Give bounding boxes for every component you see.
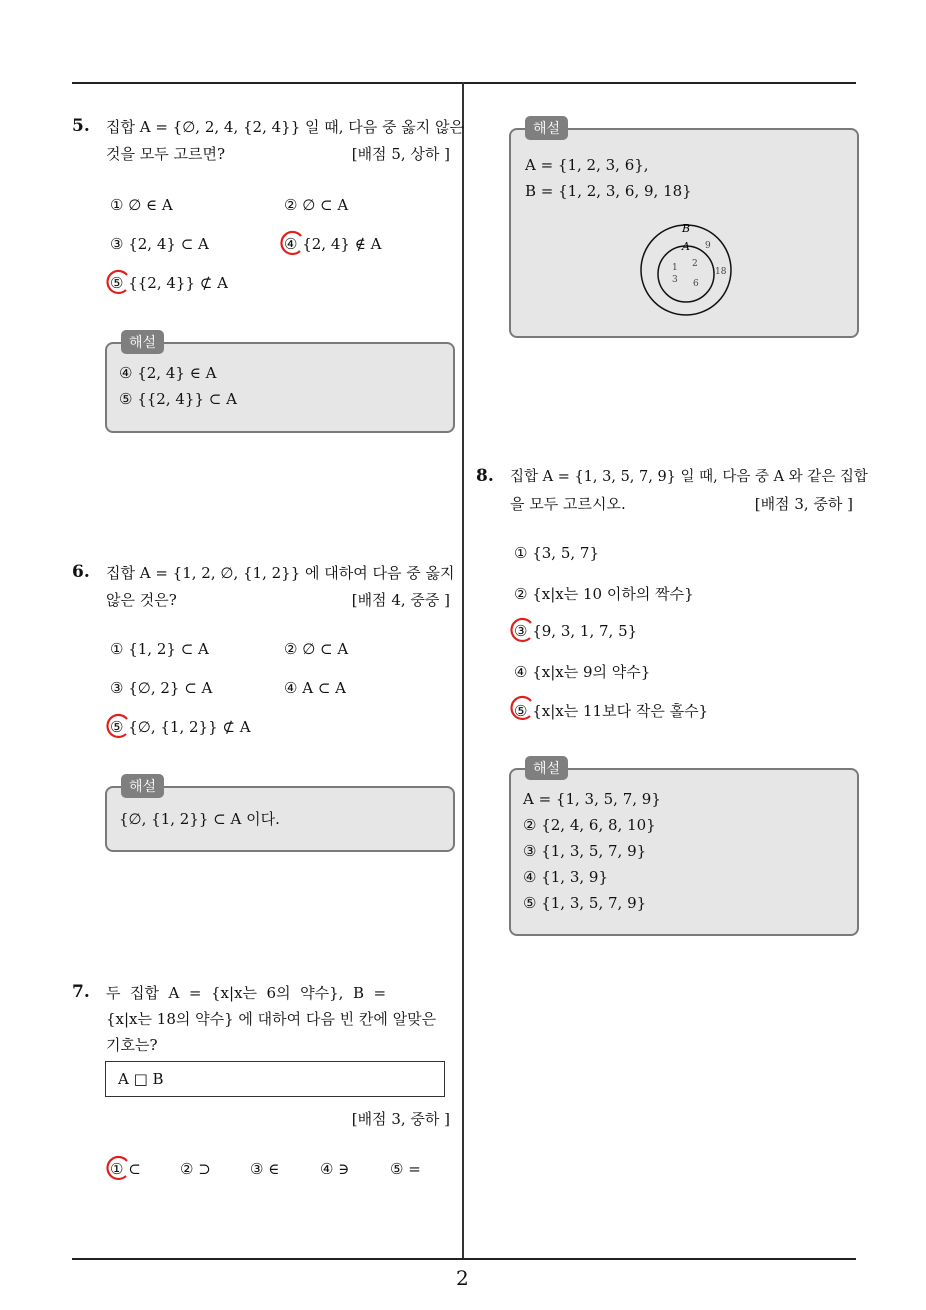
q5-option-1[interactable]: ① ∅ ∈ A (110, 196, 173, 214)
bottom-rule (72, 1258, 856, 1260)
q6-option-4[interactable]: ④ A ⊂ A (284, 679, 346, 697)
q8-option-4[interactable]: ④ {x|x는 9의 약수} (514, 663, 651, 681)
q7-option-3[interactable]: ③ ∈ (250, 1160, 280, 1178)
q8-option-2[interactable]: ② {x|x는 10 이하의 짝수} (514, 585, 694, 603)
q6-option-2[interactable]: ② ∅ ⊂ A (284, 640, 349, 658)
q8-solution-line4: ④ {1, 3, 9} (523, 868, 609, 886)
q7-blank-expression: A □ B (118, 1070, 164, 1088)
venn-outer-item: 9 (705, 241, 711, 251)
question-8-line2: 을 모두 고르시오. (510, 495, 626, 513)
q5-option-4[interactable]: ④ {2, 4} ∉ A (284, 235, 382, 253)
question-5-line1: 집합 A = {∅, 2, 4, {2, 4}} 일 때, 다음 중 옳지 않은 (106, 118, 465, 136)
venn-outer-item: 18 (715, 267, 727, 277)
venn-inner-item: 6 (693, 279, 699, 289)
solution-tag: 해설 (525, 116, 568, 140)
question-6-line1: 집합 A = {1, 2, ∅, {1, 2}} 에 대하여 다음 중 옳지 (106, 564, 455, 582)
q6-option-3[interactable]: ③ {∅, 2} ⊂ A (110, 679, 213, 697)
q8-option-5[interactable]: ⑤ {x|x는 11보다 작은 홀수} (514, 702, 709, 720)
answer-mark-icon (509, 617, 535, 643)
column-divider (462, 82, 464, 1260)
q5-solution-box (105, 335, 455, 433)
answer-mark-icon (509, 695, 535, 721)
q8-solution-box (509, 761, 859, 936)
question-8-score: [배점 3, 중하 ] (754, 495, 853, 513)
answer-mark-icon (105, 713, 131, 739)
q7-solution-line2: B = {1, 2, 3, 6, 9, 18} (525, 182, 692, 200)
question-6-line2: 않은 것은? (106, 591, 177, 609)
solution-tag: 해설 (525, 756, 568, 780)
q8-solution-line5: ⑤ {1, 3, 5, 7, 9} (523, 894, 647, 912)
answer-mark-icon (105, 269, 131, 295)
q6-option-5[interactable]: ⑤ {∅, {1, 2}} ⊄ A (110, 718, 251, 736)
question-7-line3: 기호는? (106, 1036, 158, 1054)
question-7-line1: 두 집합 A = {x|x는 6의 약수}, B = (106, 984, 387, 1002)
q5-option-5[interactable]: ⑤ {{2, 4}} ⊄ A (110, 274, 228, 292)
venn-diagram (631, 218, 741, 318)
venn-inner-item: 1 (672, 263, 678, 273)
venn-inner-item: 2 (692, 259, 698, 269)
answer-mark-icon (105, 1155, 131, 1181)
solution-tag: 해설 (121, 330, 164, 354)
venn-outer-label: B (682, 222, 691, 235)
q6-solution-line1: {∅, {1, 2}} ⊂ A 이다. (119, 810, 280, 828)
q8-solution-line2: ② {2, 4, 6, 8, 10} (523, 816, 656, 834)
question-7-line2: {x|x는 18의 약수} 에 대하여 다음 빈 칸에 알맞은 (106, 1010, 437, 1028)
q8-option-3[interactable]: ③ {9, 3, 1, 7, 5} (514, 622, 638, 640)
q7-option-5[interactable]: ⑤ = (390, 1160, 421, 1178)
question-5-number: 5. (72, 116, 90, 136)
q8-solution-line3: ③ {1, 3, 5, 7, 9} (523, 842, 647, 860)
venn-inner-item: 3 (672, 275, 678, 285)
question-5-score: [배점 5, 상하 ] (351, 145, 450, 163)
q5-solution-line2: ⑤ {{2, 4}} ⊂ A (119, 390, 237, 408)
q5-solution-line1: ④ {2, 4} ∈ A (119, 364, 217, 382)
q7-solution-box (509, 121, 859, 338)
question-8-number: 8. (476, 466, 494, 486)
q7-blank-box (105, 1061, 445, 1097)
q7-solution-line1: A = {1, 2, 3, 6}, (525, 156, 649, 174)
question-6-number: 6. (72, 562, 90, 582)
answer-mark-icon (279, 230, 305, 256)
page-number: 2 (456, 1266, 469, 1290)
question-8-line1: 집합 A = {1, 3, 5, 7, 9} 일 때, 다음 중 A 와 같은 집합 (510, 469, 868, 485)
q7-option-2[interactable]: ② ⊃ (180, 1160, 211, 1178)
q6-solution-box (105, 779, 455, 852)
question-7-score: [배점 3, 중하 ] (351, 1110, 450, 1128)
q7-option-1[interactable]: ① ⊂ (110, 1160, 141, 1178)
q7-option-4[interactable]: ④ ∋ (320, 1160, 350, 1178)
question-6-score: [배점 4, 중중 ] (351, 591, 450, 609)
q8-solution-line1: A = {1, 3, 5, 7, 9} (523, 790, 661, 808)
q5-option-2[interactable]: ② ∅ ⊂ A (284, 196, 349, 214)
q5-option-3[interactable]: ③ {2, 4} ⊂ A (110, 235, 209, 253)
solution-tag: 해설 (121, 774, 164, 798)
question-5-line2: 것을 모두 고르면? (106, 145, 226, 163)
venn-inner-label: A (682, 240, 690, 253)
question-7-number: 7. (72, 982, 90, 1002)
q6-option-1[interactable]: ① {1, 2} ⊂ A (110, 640, 209, 658)
top-rule (72, 82, 856, 84)
venn-inner-circle (658, 246, 714, 302)
q8-option-1[interactable]: ① {3, 5, 7} (514, 544, 600, 562)
